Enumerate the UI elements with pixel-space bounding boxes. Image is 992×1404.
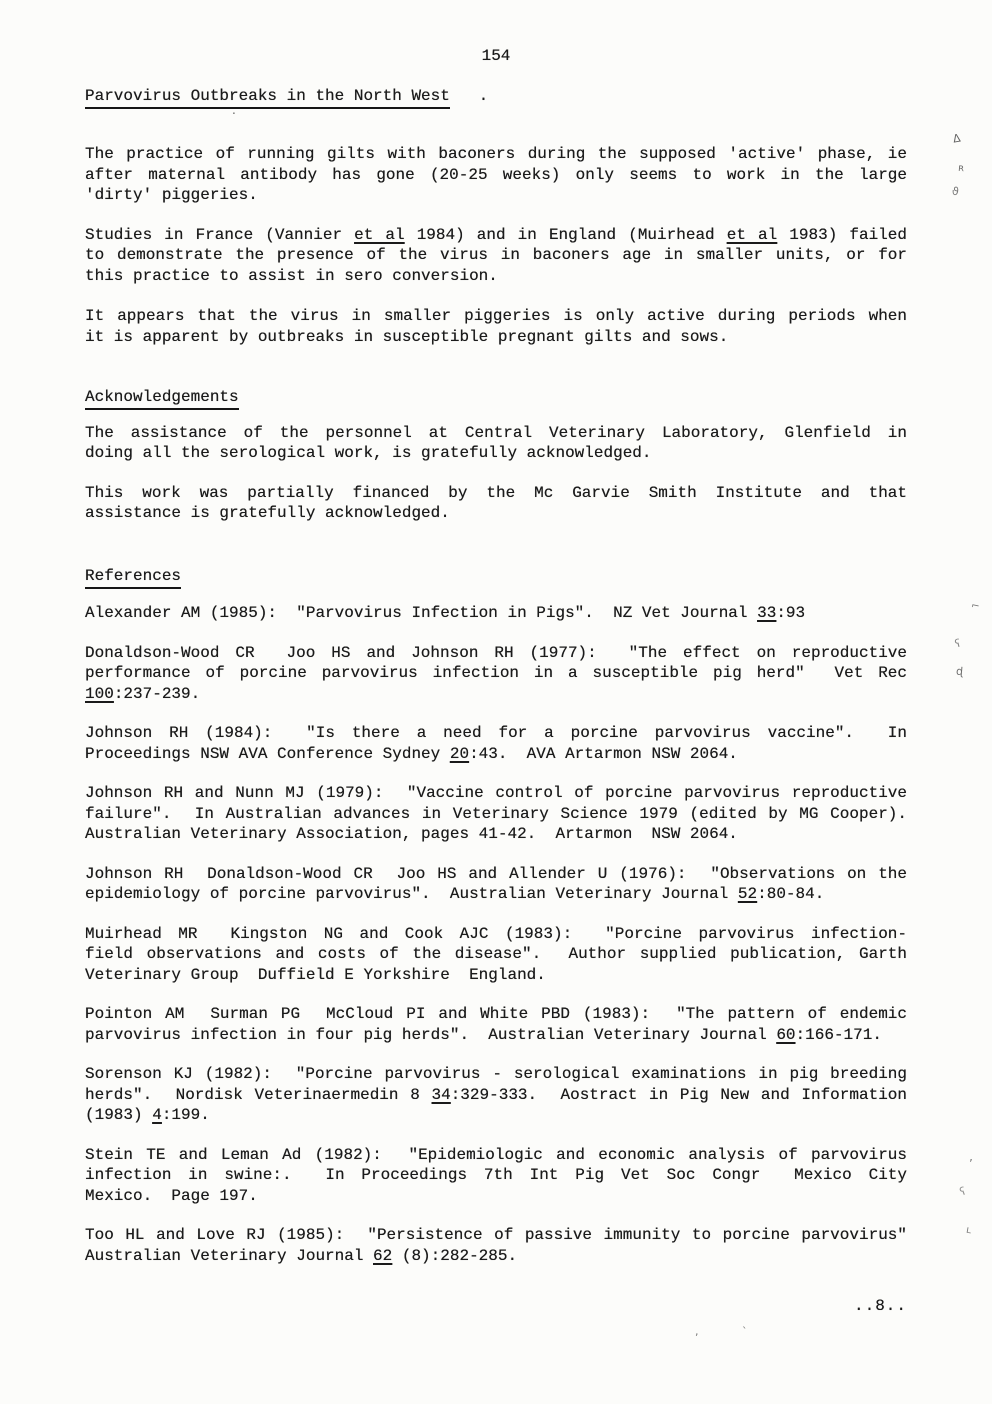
text-line bbox=[85, 1004, 907, 1025]
reference-sorenson-1982 bbox=[85, 1064, 907, 1126]
text-segment: Studies in France (Vannier bbox=[85, 225, 355, 244]
text-segment: (1983) bbox=[85, 1106, 153, 1124]
text-line bbox=[85, 86, 907, 107]
scan-mark: ʟ bbox=[965, 1224, 973, 1237]
scan-mark: ʀ bbox=[957, 162, 965, 175]
text-line bbox=[85, 824, 907, 845]
text-segment: This work was partially financed by the Mc Garvie Smith Institute and that bbox=[85, 483, 907, 502]
underlined-text: 4 bbox=[152, 1106, 162, 1124]
text-line bbox=[85, 185, 907, 206]
scan-mark: , bbox=[695, 1325, 699, 1338]
text-line bbox=[85, 566, 907, 587]
underlined-text: 34 bbox=[431, 1085, 451, 1104]
text-line bbox=[85, 46, 907, 67]
text-line bbox=[85, 744, 907, 765]
text-segment: after maternal antibody has gone (20-25 weeks) only seems to work in the large bbox=[85, 165, 907, 184]
text-segment: field observations and costs of the disease". Author supplied publication, Garth bbox=[85, 945, 907, 963]
scan-mark: ʕ bbox=[953, 636, 963, 651]
scan-mark: . bbox=[232, 103, 236, 117]
scan-mark: ’ bbox=[969, 1157, 973, 1171]
text-line bbox=[85, 225, 907, 246]
text-line bbox=[85, 1085, 907, 1106]
text-segment: The practice of running gilts with baconers during the supposed 'active' phase, ie bbox=[85, 145, 907, 163]
text-segment: Mexico. Page 197. bbox=[85, 1186, 258, 1205]
text-line bbox=[85, 864, 907, 885]
text-line bbox=[85, 1025, 907, 1046]
text-segment: 1983) failed bbox=[777, 225, 907, 244]
text-segment: :93 bbox=[776, 604, 806, 622]
text-segment: failure". In Australian advances in Veterinary Science 1979 (edited by MG Cooper). bbox=[85, 804, 907, 823]
underlined-text: et al bbox=[354, 225, 405, 244]
text-line bbox=[85, 1105, 907, 1126]
page-number bbox=[85, 46, 907, 67]
page-continuation-mark bbox=[85, 1296, 907, 1317]
text-segment: this practice to assist in sero conversion. bbox=[85, 266, 498, 285]
scan-mark: ϑ bbox=[951, 184, 960, 199]
text-line bbox=[85, 144, 907, 165]
text-line bbox=[85, 643, 907, 664]
text-segment: herds". Nordisk Veterinaermedin 8 bbox=[85, 1085, 432, 1104]
text-segment: Johnson RH and Nunn MJ (1979): "Vaccine control of porcine parvovirus reproductive bbox=[85, 784, 907, 802]
text-segment: Australian Veterinary Journal bbox=[85, 1246, 374, 1265]
text-segment: Proceedings NSW AVA Conference Sydney bbox=[85, 744, 450, 763]
text-line bbox=[85, 165, 907, 186]
text-line bbox=[85, 245, 907, 266]
underlined-text: References bbox=[85, 567, 181, 589]
text-segment: 'dirty' piggeries. bbox=[85, 186, 258, 204]
text-line bbox=[85, 1145, 907, 1166]
text-segment: :237-239. bbox=[113, 684, 201, 703]
text-segment: :166-171. bbox=[795, 1025, 882, 1044]
text-segment: Australian Veterinary Association, pages 41-42. Artarmon NSW 2064. bbox=[85, 825, 738, 843]
text-line bbox=[85, 663, 907, 684]
text-line bbox=[85, 423, 907, 444]
reference-too-love-1985 bbox=[85, 1225, 907, 1266]
text-segment: Johnson RH (1984): "Is there a need for a porcine parvovirus vaccine". In bbox=[85, 724, 907, 742]
text-line bbox=[85, 306, 907, 327]
text-line bbox=[85, 684, 907, 705]
text-segment: it is apparent by outbreaks in susceptible pregnant gilts and sows. bbox=[85, 327, 729, 346]
heading-acknowledgements bbox=[85, 387, 907, 408]
text-segment: assistance is gratefully acknowledged. bbox=[85, 504, 450, 522]
text-segment: Sorenson KJ (1982): "Porcine parvovirus - serological examinations in pig breeding bbox=[85, 1065, 907, 1083]
text-segment: to demonstrate the presence of the virus in baconers age in smaller units, or for bbox=[85, 246, 907, 264]
text-segment: 154 bbox=[481, 47, 511, 65]
reference-johnson-nunn-1979 bbox=[85, 783, 907, 845]
text-line bbox=[85, 804, 907, 825]
text-segment: Johnson RH Donaldson-Wood CR Joo HS and Allender U (1976): "Observations on the bbox=[85, 864, 907, 883]
text-segment: :43. AVA Artarmon NSW 2064. bbox=[469, 744, 738, 763]
text-segment: performance of porcine parvovirus infection in a susceptible pig herd" Vet Rec bbox=[85, 664, 907, 682]
heading-references bbox=[85, 566, 907, 587]
text-segment: Pointon AM Surman PG McCloud PI and White PBD (1983): "The pattern of endemic bbox=[85, 1005, 907, 1023]
text-line bbox=[85, 387, 907, 408]
text-segment: Veterinary Group Duffield E Yorkshire England. bbox=[85, 965, 546, 984]
reference-johnson-1976 bbox=[85, 864, 907, 905]
scan-mark: ` bbox=[742, 1325, 748, 1338]
paragraph-studies-france bbox=[85, 225, 907, 287]
text-line bbox=[85, 965, 907, 986]
underlined-text: 60 bbox=[776, 1025, 796, 1044]
text-segment: parvovirus infection in four pig herds". Australian Veterinary Journal bbox=[85, 1025, 777, 1044]
underlined-text: 52 bbox=[737, 885, 758, 903]
reference-muirhead-1983 bbox=[85, 924, 907, 986]
text-segment: Donaldson-Wood CR Joo HS and Johnson RH (1977): "The effect on reproductive bbox=[85, 643, 907, 662]
reference-stein-leman-1982 bbox=[85, 1145, 907, 1207]
heading-parvovirus-outbreaks bbox=[85, 86, 907, 107]
text-line bbox=[85, 1246, 907, 1267]
text-line bbox=[85, 603, 907, 624]
text-line bbox=[85, 1165, 907, 1186]
text-segment: :199. bbox=[161, 1106, 210, 1124]
text-line bbox=[85, 924, 907, 945]
text-line bbox=[85, 1064, 907, 1085]
text-segment: :80-84. bbox=[757, 885, 825, 903]
text-line bbox=[85, 483, 907, 504]
text-line bbox=[85, 783, 907, 804]
text-line bbox=[85, 1186, 907, 1207]
underlined-text: 20 bbox=[449, 744, 470, 763]
text-segment: infection in swine:. In Proceedings 7th Int Pig Vet Soc Congr Mexico City bbox=[85, 1166, 907, 1184]
text-line bbox=[85, 944, 907, 965]
text-segment: ..8.. bbox=[853, 1297, 907, 1315]
text-line bbox=[85, 1225, 907, 1246]
text-segment: The assistance of the personnel at Central Veterinary Laboratory, Glenfield in bbox=[85, 423, 907, 442]
text-line bbox=[85, 327, 907, 348]
text-segment: doing all the serological work, is gratefully acknowledged. bbox=[85, 444, 652, 462]
underlined-text: et al bbox=[726, 225, 778, 244]
underlined-text: 33 bbox=[757, 604, 777, 622]
reference-pointon-1983 bbox=[85, 1004, 907, 1045]
text-segment: 1984) and in England (Muirhead bbox=[404, 225, 727, 244]
underlined-text: 100 bbox=[85, 684, 114, 703]
text-line bbox=[85, 884, 907, 905]
text-segment: . bbox=[449, 86, 489, 105]
underlined-text: Acknowledgements bbox=[85, 388, 239, 410]
paragraph-ack-funding bbox=[85, 483, 907, 524]
scan-mark: ʕ bbox=[957, 1184, 968, 1199]
text-segment: It appears that the virus in smaller piggeries is only active during periods when bbox=[85, 307, 907, 325]
underlined-text: 62 bbox=[373, 1246, 393, 1265]
paragraph-virus-smaller-piggeries bbox=[85, 306, 907, 347]
text-line bbox=[85, 443, 907, 464]
document-body bbox=[85, 46, 907, 1336]
text-segment: Stein TE and Leman Ad (1982): "Epidemiologic and economic analysis of parvovirus bbox=[85, 1145, 907, 1164]
text-segment: Alexander AM (1985): "Parvovirus Infection in Pigs". NZ Vet Journal bbox=[85, 604, 758, 622]
text-segment: Muirhead MR Kingston NG and Cook AJC (1983): "Porcine parvovirus infection- bbox=[85, 924, 907, 943]
paragraph-ack-laboratory bbox=[85, 423, 907, 464]
reference-johnson-1984 bbox=[85, 723, 907, 764]
text-line bbox=[85, 503, 907, 524]
underlined-text: Parvovirus Outbreaks in the North West bbox=[85, 87, 450, 109]
text-line bbox=[85, 1296, 907, 1317]
text-line bbox=[85, 723, 907, 744]
scan-mark: ɖ bbox=[955, 664, 964, 679]
text-segment: :329-333. Aostract in Pig New and Information bbox=[450, 1085, 907, 1104]
scan-mark: Δ bbox=[951, 131, 962, 146]
scan-mark: ⌐ bbox=[970, 600, 981, 613]
text-segment: epidemiology of porcine parvovirus". Australian Veterinary Journal bbox=[85, 885, 738, 903]
reference-alexander-1985 bbox=[85, 603, 907, 624]
text-segment: (8):282-285. bbox=[392, 1246, 518, 1265]
text-line bbox=[85, 266, 907, 287]
text-segment: Too HL and Love RJ (1985): "Persistence of passive immunity to porcine parvovirus" bbox=[85, 1226, 907, 1244]
paragraph-gilts-practice bbox=[85, 144, 907, 206]
reference-donaldson-wood-1977 bbox=[85, 643, 907, 705]
